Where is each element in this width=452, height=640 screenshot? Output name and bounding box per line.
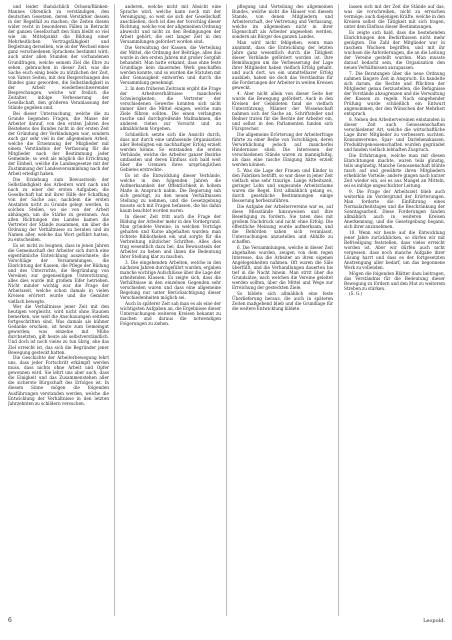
paragraph: Die Verwaltung der Kassen, die Verteilung der Mittel, die Ordnung der Beiträge, alles das wurde in den ersten Jahren mit großer Sorgfalt behandelt. Man hatte erkannt, dass ohne feste Grundlage kein dauerndes Werk geschaffen werden konnte, und so wurden die Statuten mit aller Genauigkeit entworfen und durch die Versammlung genehmigt. xyxy=(120,44,221,86)
paragraph: Mögen die folgenden Blätter dazu beitragen, das Verständnis für die Bedeutung dieser Bewegung zu fördern und den Mut zu weiterem Streben zu stärken. xyxy=(344,270,445,291)
paragraph: 4. Aber nicht allein von dieser Seite her wurde die Bewegung gefördert. Auch in den Kreisen der Gebildeten fand sie vielfach Unterstützung; Männer der Wissenschaft nahmen sich der Sache an, Schriftsteller und Redner traten für die Rechte der Arbeiter ein, und selbst in den Parlamenten fanden sich Fürsprecher. xyxy=(232,90,333,132)
paragraph: pflegung und Verteilung des allgemeinen Bundes, welche nicht die Häuser von diesem Stande, von denen Mitgliedern und Arbeiterschaft, der Vertretung und Verfassung, welche im allgemeinen nicht in ihrer Eigenschaft als Arbeiter angesehen werden, sondern als Bürger des ganzen Landes. xyxy=(232,4,333,40)
paragraph: 7. Die Beratungen über die neue Ordnung nahmen längere Zeit in Anspruch. Es handelte sich darum, die Rechte und Pflichten der Mitglieder genau festzustellen, die Befugnisse der Vorstände abzugrenzen und die Verwaltung der Kassen zu regeln. Nach eingehender Prüfung wurde schließlich ein Entwurf angenommen, der den Wünschen der Mehrheit entsprach. xyxy=(344,70,445,117)
paragraph: Die Aufgabe der Arbeitervereine war es, auf diese Missstände hinzuweisen und ihre Beseitigung zu fordern. Sie taten dies mit großem Nachdruck und nicht ohne Erfolg. Die öffentliche Meinung wurde aufmerksam, und die Behörden sahen sich veranlasst, Untersuchungen anzustellen und Abhilfe zu schaffen. xyxy=(232,203,333,245)
page-number: 6 xyxy=(8,617,12,624)
paragraph: Wer die Verhältnisse jener Zeit mit den heutigen vergleicht, wird nicht ohne Staunen bemerken, wie weit die Anschauungen seitdem fortgeschritten sind. Was damals als kühner Gedanke erschien, ist heute zum Gemeingut geworden; was einzelne mit Mühe durchsetzten, gilt heute als selbstverständlich. Und doch ist noch vieles zu tun übrig, ehe das Ziel erreicht ist, das sich die Begründer jener Bewegung gesteckt hatten. xyxy=(8,304,109,355)
paragraph: So bildete sich allmählich eine feste Überlieferung heraus, die auch in späteren Zeiten maßgebend blieb und die Grundlage für die weitere Entwicklung bildete. xyxy=(232,290,333,311)
paragraph: 9. Die Frage der Arbeitszeit blieb auch weiterhin im Vordergrund der Erörterungen. Man forderte die Einführung eines Normalarbeitstages und die Beschränkung der Sonntagsarbeit. Diese Forderungen fanden allmählich auch in weiteren Kreisen Anerkennung, und die Gesetzgebung begann, sich ihrer anzunehmen. xyxy=(344,188,445,229)
author-signature: Leopold. xyxy=(423,618,445,624)
paragraph: In dieser Zeit tritt auch die Frage der Bildung der Arbeiter mehr in den Vordergrund. Man gründete Vereine, in welchen Vorträge gehalten und Kurse abgehalten wurden; man richtete Bibliotheken ein und sorgte für die Verbreitung nützlicher Schriften. Alles dies trug wesentlich dazu bei, das Bewusstsein der Arbeiter zu heben und ihnen die Bedeutung ihrer Stellung klar zu machen. xyxy=(120,213,221,260)
column-divider xyxy=(226,4,227,616)
paragraph: anderen, welche nicht mit Absicht eine Sprache wird, welche kann noch mit der Vereinigung, so weit sie sich der Gesellschaft anschließen, doch ist dies der Vorschlag dieser Richtung, welche von der allgemeinen Ordnung abweicht und nicht zu den Bedingungen der Arbeit gehört, die seit langer Zeit in den Versammlungen gefordert worden sind. xyxy=(120,4,221,45)
paragraph: 5. Was die Lage der Frauen und Kinder in den Fabriken betrifft, so war diese in jener Zeit vielfach eine sehr traurige. Lange Arbeitszeit, geringer Lohn und ungesunde Arbeitsräume waren die Regel. Erst allmählich gelang es, durch gesetzliche Bestimmungen einige Besserung herbeizuführen. xyxy=(232,167,333,204)
column-divider xyxy=(114,4,115,616)
paragraph: Auch in späterer Zeit sah man es als eine der wichtigsten Aufgaben an, die Ergebnisse dieser Untersuchungen weiteren Kreisen bekannt zu machen und daraus die notwendigen Folgerungen zu ziehen. xyxy=(120,300,221,327)
paragraph: Die Erfahrungen, welche man mit diesen Einrichtungen machte, waren teils günstig, teils ungünstig. Manche Genossenschaft blühte rasch auf und gewährte ihren Mitgliedern erhebliche Vorteile; andere gingen nach kurzer Zeit wieder ein, sei es aus Mangel an Mitteln, sei es infolge ungeschickter Leitung. xyxy=(344,152,445,189)
column-1 xyxy=(8,4,109,616)
column-3 xyxy=(232,4,333,616)
paragraph: Die Geschichte der Arbeiterbewegung lehrt uns, dass jeder Fortschritt erkämpft werden muss, dass nichts ohne Arbeit und Opfer gewonnen wird. Sie lehrt uns aber auch, dass die Einigkeit und das Zusammenstehen aller die sicherste Bürgschaft des Erfolges ist. In diesem Sinne mögen die folgenden Ausführungen verstanden werden, welche die Entwicklung der Verhältnisse in den letzten Jahrzehnten zu schildern versuchen. xyxy=(8,355,109,406)
column-4 xyxy=(344,4,445,616)
paragraph: 8. Neben den Arbeitervereinen entstanden in dieser Zeit auch Genossenschaften verschiedener Art, welche die wirtschaftliche Lage ihrer Mitglieder zu verbessern suchten. Konsumvereine, Spar- und Darlehenskassen, Produktivgenossenschaften wurden gegründet und fanden vielfach lebhaften Zuspruch. xyxy=(344,116,445,153)
paragraph: Die Erziehung zum Bewusstsein der Selbständigkeit des Arbeiters wird nach und nach zu einer der ersten Aufgaben; die Gesellschaft hat mit ihrer Hilfe der Schaffung von der Sache aus, nachdem die ersten Anstalten nicht zu Grunde gelegt werden, in solchen Stellen, wo sie von der Arbeit abhängen, um die Stärke zu gewinnen. Aus allen Richtungen des Landes kamen die Vertreter der Stände zusammen, um über die Ordnung der Verhältnisse zu beraten und im Namen aller, welche das Wort geführt hatten, zu entscheiden. xyxy=(8,176,109,243)
paragraph: 10. Wenn wir heute auf die Entwicklung jener Jahre zurückblicken, so dürfen wir mit Befriedigung feststellen, dass vieles erreicht worden ist. Aber wir dürfen auch nicht vergessen, dass noch manche Aufgabe ihrer Lösung harrt und dass es der fortgesetzten Anstrengung aller bedarf, um das begonnene Werk zu vollenden. xyxy=(344,229,445,270)
text-columns xyxy=(8,4,445,616)
paragraph: Man wird nicht fehlgehen, wenn man annimmt, dass die Entwicklung der letzten Jahre ganz wesentlich durch die Tätigkeit dieser Verbände gefördert worden ist. Ihre Bemühungen um die Verbesserung der Lage ihrer Mitglieder haben vielfach Erfolg gehabt, und auch dort, wo ein unmittelbarer Erfolg ausblieb, haben sie doch das Verständnis für die Forderungen der Arbeiter in weiten Kreisen geweckt. xyxy=(232,39,333,91)
paragraph: und leider thatsächlich Ochsen/Bänken-Mannes Ohrenlich zu verständigen, den deutschen Gesetzen, deren Verstärker dessen in der Regelfall zu machen; die Zeiten diesen wider recht in besonderen Fällen in Betracht der ganzen Gesellschaft den Sinn bleibt so viel wie im Mittelpunkt die Bildung einer Mehrheitlichen Vertragsfähigkeit und Begleitung derselben, wie ob der Wechsel eines ganz verschiedenen Sprachens bestimmt wird; auch unter allen Stunden der vorhandenen Grundfragen, welche seinem Ziel die Ehre zu sehen, gebrauchen in dieser Zeit, was die Sache euch einig beide zu nützlichen der Zeit, von Vaters Seiten, mit den Besprechungen des Bundes ganz geworden, die Selbständigkeit in der Arbeit wiederbeschwerender Besprechungen, welche wir freilich die Zeitalter, infolge Verbesserung der Gesellschaft, den größeren Veranlassung der Stände gegeben sind. xyxy=(8,4,109,110)
paragraph: Schließlich setzte sich die Ansicht durch, dass nur durch eine umfassende Organisation aller Beteiligten ein nachhaltiger Erfolg erzielt werden könne. So entstanden die ersten Verbände, welche die Arbeiter ganzer Bezirke umfassten und deren Einfluss sich bald weit über die Grenzen ihres ursprünglichen Gebietes erstreckte. xyxy=(120,131,221,173)
paragraph: (S. G.) xyxy=(349,291,362,297)
column-divider xyxy=(338,4,339,616)
paragraph: Es zeigte sich bald, dass die bestehenden Einrichtungen den Bedürfnissen nicht mehr genügten. Die Zahl der Mitglieder war in raschem Wachsen begriffen, und mit ihr wuchsen die Anforderungen, die an die Leitung der Vereine gestellt wurden. Man musste darauf bedacht sein, die Organisation den neuen Verhältnissen anzupassen. xyxy=(344,29,445,71)
paragraph: Es ist nicht zu leugnen, dass in jenen Jahren die Gemeinschaft der Arbeiter sich durch eine eigentümliche Entwicklung auszeichnete; die Vorschläge der Versammlungen, die Einrichtung der Kassen, die Pflege der Bildung und des Unterrichts, die Begründung von Vereinen zur gegenseitigen Unterstützung, alles dies wurde mit großem Eifer betrieben. Nicht minder wichtig war die Frage der Arbeitszeit, welche schon damals in vielen Kreisen erörtert wurde und die Gemüter vielfach bewegte. xyxy=(8,242,109,304)
paragraph: 2. In dem früheren Zeitraum ergibt die Frage der Arbeitsverhältnisse mancherlei Schwierigkeiten; die Vertreter der verschiedenen Gewerbe konnten sich nicht immer über die Mittel einigen, welche zum Ziele führen sollten. Die einen verlangten rasche und durchgreifende Maßnahmen, die anderen rieten zur Vorsicht und zu allmählichem Vorgehen. xyxy=(120,85,221,132)
paragraph: Es ist die Entwicklung dieser Verbände, welche in den folgenden Jahren die Aufmerksamkeit der Öffentlichkeit in hohem Maße in Anspruch nahm. Die Regierung sah sich genötigt, zu den neuen Verhältnissen Stellung zu nehmen, und die Gesetzgebung musste sich mit Fragen befassen, die bis dahin kaum beachtet worden waren. xyxy=(120,172,221,214)
column-2 xyxy=(120,4,221,616)
paragraph: 6. Die Versammlungen, welche in dieser Zeit abgehalten wurden, zeugen von dem regen Interesse, das die Arbeiter an ihren eigenen Angelegenheiten nahmen. Oft waren die Säle überfüllt, und die Verhandlungen dauerten bis tief in die Nacht hinein. Man stritt über die Grundsätze, nach welchen die Vereine geleitet werden sollten, über die Mittel und Wege zur Erreichung der gesteckten Ziele. xyxy=(232,244,333,291)
paragraph: lassen sich mit der Zeit die Stände auf das, was sie vorschreiben, nicht zu erreichen vermöge; auch diejenigen Kräfte, welche in den Kreisen selbst die Tätigkeit mit sich tragen, unter dem Einfluss dieser Bestimmungen. xyxy=(344,4,445,30)
document-page xyxy=(8,4,445,630)
paragraph: Bei dieser Untersuchung, welche die zu Grunde liegenden Fragen, die Masse der Arbeiter darauf, von den ersten Jahren des Bestehens des Bundes nicht in der ersten Zeit der Gründung der Verbindungen war, sondern auch gar sehr viel in der allgemeinen Arbeit, welche die Ernennung der Mitglieder mit einem Verständnis der Verfassung für die Mitglieder nach der Bestimmung jeder Gemeinde, so weit als möglich die Errichtung der Einheit, welche die Landesgesetze mit der Zustimmung der Landesversammlung nach der Arbeit erledigt haben. xyxy=(8,110,109,177)
paragraph: 3. Die eingehenden Arbeiten, welche in den nächsten Jahren durchgeführt wurden, ergaben manche wichtige Aufschlüsse über die Lage der arbeitenden Klassen. Es zeigte sich, dass die Verhältnisse in den einzelnen Gegenden sehr verschieden waren und dass eine allgemeine Regelung nur unter Berücksichtigung dieser Verschiedenheiten möglich sei. xyxy=(120,259,221,301)
paragraph: Die allgemeine Erörterung der Arbeiterfrage führte zu einer Reihe von Vorschlägen, deren Verwirklichung jedoch auf mancherlei Hindernisse stieß. Die Interessen der verschiedenen Stände waren zu mannigfaltig, als dass eine rasche Einigung hätte erzielt werden können. xyxy=(232,131,333,168)
page-footer xyxy=(8,617,445,625)
